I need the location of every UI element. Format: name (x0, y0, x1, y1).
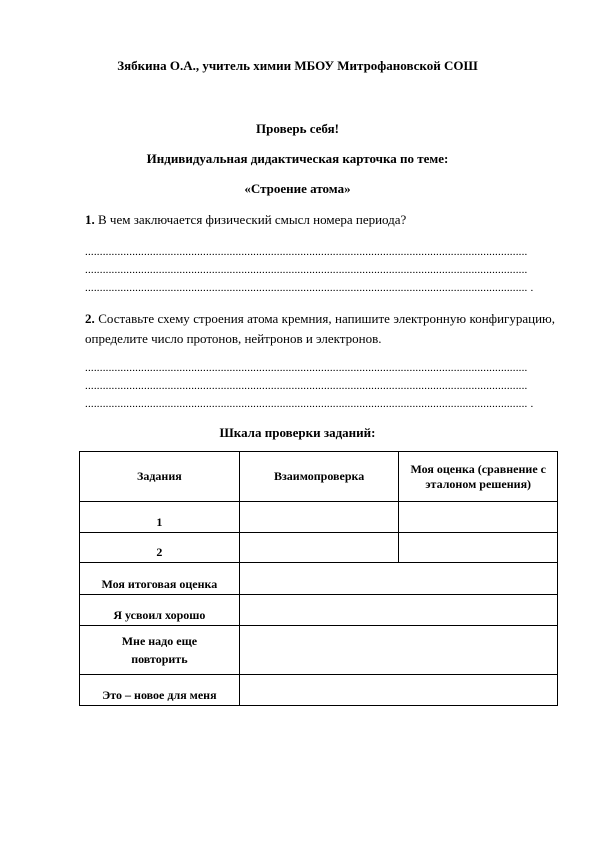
assessment-table (79, 451, 558, 706)
task-number-1: 1 (80, 502, 240, 533)
self-assessment-cell-1[interactable] (399, 502, 558, 533)
new-for-me-cell[interactable] (239, 675, 557, 706)
peer-review-cell-2[interactable] (239, 533, 399, 563)
header-peer-review: Взаимопроверка (239, 452, 399, 502)
table-row (80, 533, 558, 563)
question-2 (85, 309, 555, 349)
answer-line-2b: ...................................................................................................................................................... (85, 380, 528, 392)
question-2-number: 2. (85, 311, 95, 326)
table-row (80, 626, 558, 675)
answer-line-1a: ...................................................................................................................................................... (85, 246, 528, 258)
new-for-me-label: Это – новое для меня (80, 675, 240, 706)
task-number-2: 2 (80, 533, 240, 563)
final-grade-label: Моя итоговая оценка (80, 563, 240, 595)
peer-review-cell-1[interactable] (239, 502, 399, 533)
topic-title: «Строение атома» (244, 181, 351, 196)
table-row (80, 563, 558, 595)
table-row (80, 675, 558, 706)
learned-well-label: Я усвоил хорошо (80, 595, 240, 626)
question-1-number: 1. (85, 212, 95, 227)
header-tasks: Задания (80, 452, 240, 502)
header-self-assessment: Моя оценка (сравнение с эталоном решения) (399, 452, 558, 502)
final-grade-cell[interactable] (239, 563, 557, 595)
card-subtitle: Индивидуальная дидактическая карточка по теме: (146, 151, 449, 166)
need-review-cell[interactable] (239, 626, 557, 675)
answer-line-1b: ...................................................................................................................................................... (85, 264, 528, 276)
need-review-label: Мне надо еще повторить (80, 626, 240, 675)
table-row (80, 595, 558, 626)
answer-line-2a: ...................................................................................................................................................... (85, 362, 528, 374)
self-assessment-cell-2[interactable] (399, 533, 558, 563)
table-row (80, 502, 558, 533)
question-1-text: В чем заключается физический смысл номера периода? (98, 212, 407, 227)
question-2-text: Составьте схему строения атома кремния, напишите электронную конфигурацию, определите число протонов, нейтронов и электронов. (85, 311, 556, 346)
table-header-row (80, 452, 558, 502)
scale-title: Шкала проверки заданий: (219, 425, 376, 440)
learned-well-cell[interactable] (239, 595, 557, 626)
page-title: Проверь себя! (256, 121, 339, 136)
answer-line-2c: ...................................................................................................................................................... . (85, 398, 534, 410)
answer-line-1c: ...................................................................................................................................................... . (85, 282, 534, 294)
author-line: Зябкина О.А., учитель химии МБОУ Митрофановской СОШ (117, 58, 478, 73)
question-1 (85, 212, 406, 228)
